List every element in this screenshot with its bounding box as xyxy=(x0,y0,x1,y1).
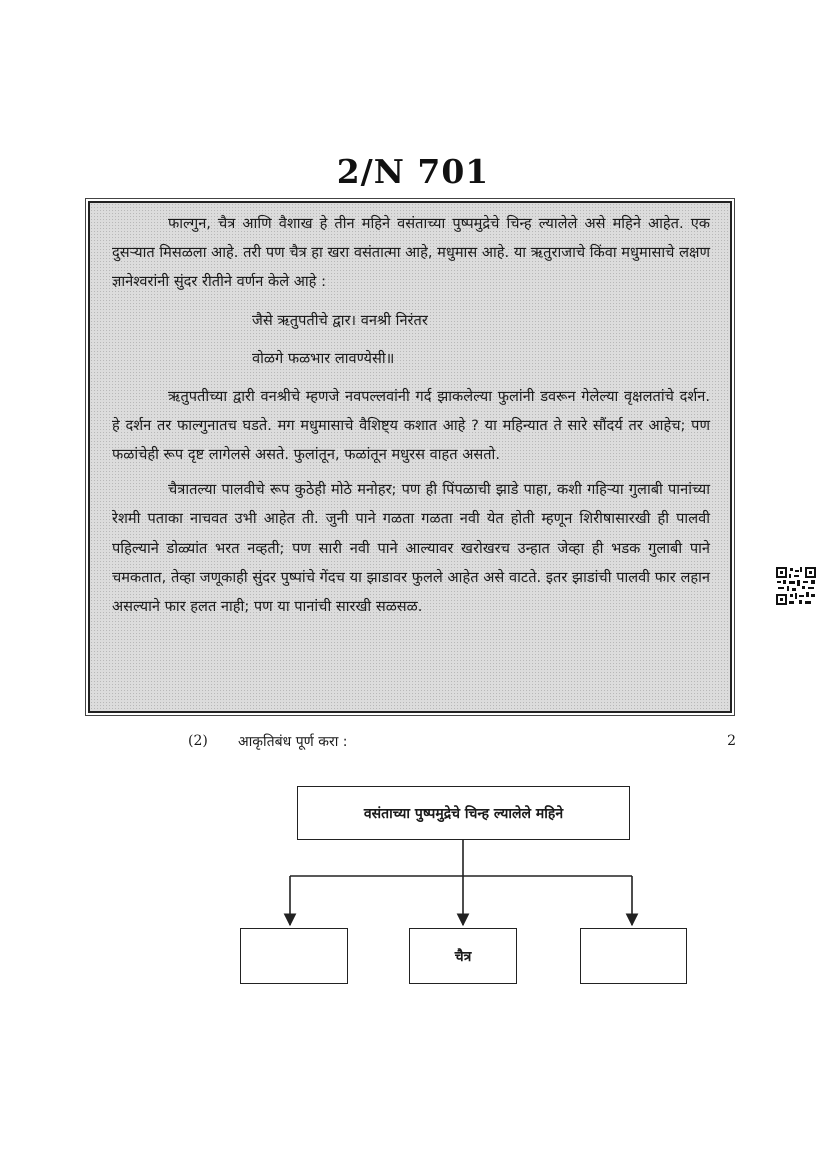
diagram-middle-label: चैत्र xyxy=(454,948,472,965)
verse-line-2: वोळगे फळभार लावण्येसी॥ xyxy=(252,349,395,367)
diagram-left-box[interactable] xyxy=(240,928,348,984)
passage-paragraph-2: ऋतुपतीच्या द्वारी वनश्रीचे म्हणजे नवपल्लवांनी गर्द झाकलेल्या फुलांनी डवरून गेलेल्या वृक्षलतांचे दर्शन. हे दर्शन तर फाल्गुनातच घडते. मग मधुमासाचे वैशिष्ट्य कशात आहे ? या महिन्यात ते सारे सौंदर्य तर आहेच; पण फळांचेही रूप दृष्ट लागेलसे असते. फुलांतून, फळांतून मधुरस वाहत असतो. xyxy=(112,387,710,464)
diagram-right-box[interactable] xyxy=(580,928,687,984)
question-marks: 2 xyxy=(727,733,736,749)
passage-paragraph-3: चैत्रातल्या पालवीचे रूप कुठेही मोठे मनोहर; पण ही पिंपळाची झाडे पाहा, कशी गहिऱ्या गुलाबी पानांच्या रेशमी पताका नाचवत उभी आहेत ती. जुनी पाने गळता गळता नवी येत होती म्हणून शिरीषासारखी ही पालवी पहिल्याने डोळ्यांत भरत नव्हती; पण सारी नवी पाने आल्यावर खरोखरच उन्हात जेव्हा ही भडक गुलाबी पाने चमकतात, तेव्हा जणूकाही सुंदर पुष्पांचे गेंदच या झाडावर फुलले आहेत असे वाटते. इतर झाडांची पालवी फार लहान असल्याने फार हलत नाही; पण या पानांची सारखी सळसळ. xyxy=(112,481,710,616)
diagram-top-box xyxy=(297,786,630,840)
paper-code: 2/N 701 xyxy=(336,152,490,191)
diagram-top-label: वसंताच्या पुष्पमुद्रेचे चिन्ह ल्यालेले महिने xyxy=(363,805,564,822)
diagram-middle-box xyxy=(409,928,517,984)
question-instruction: आकृतिबंध पूर्ण करा : xyxy=(238,734,348,750)
passage-paragraph-1: फाल्गुन, चैत्र आणि वैशाख हे तीन महिने वसंताच्या पुष्पमुद्रेचे चिन्ह ल्यालेले असे महिने आहेत. एक दुसऱ्यात मिसळला आहे. तरी पण चैत्र हा खरा वसंतात्मा आहे, मधुमास आहे. या ऋतुराजाचे किंवा मधुमासाचे लक्षण ज्ञानेश्वरांनी सुंदर रीतीने वर्णन केले आहे : xyxy=(112,215,710,291)
question-number: (2) xyxy=(188,733,208,749)
verse-line-1: जैसे ऋतुपतीचे द्वार। वनश्री निरंतर xyxy=(252,311,428,329)
